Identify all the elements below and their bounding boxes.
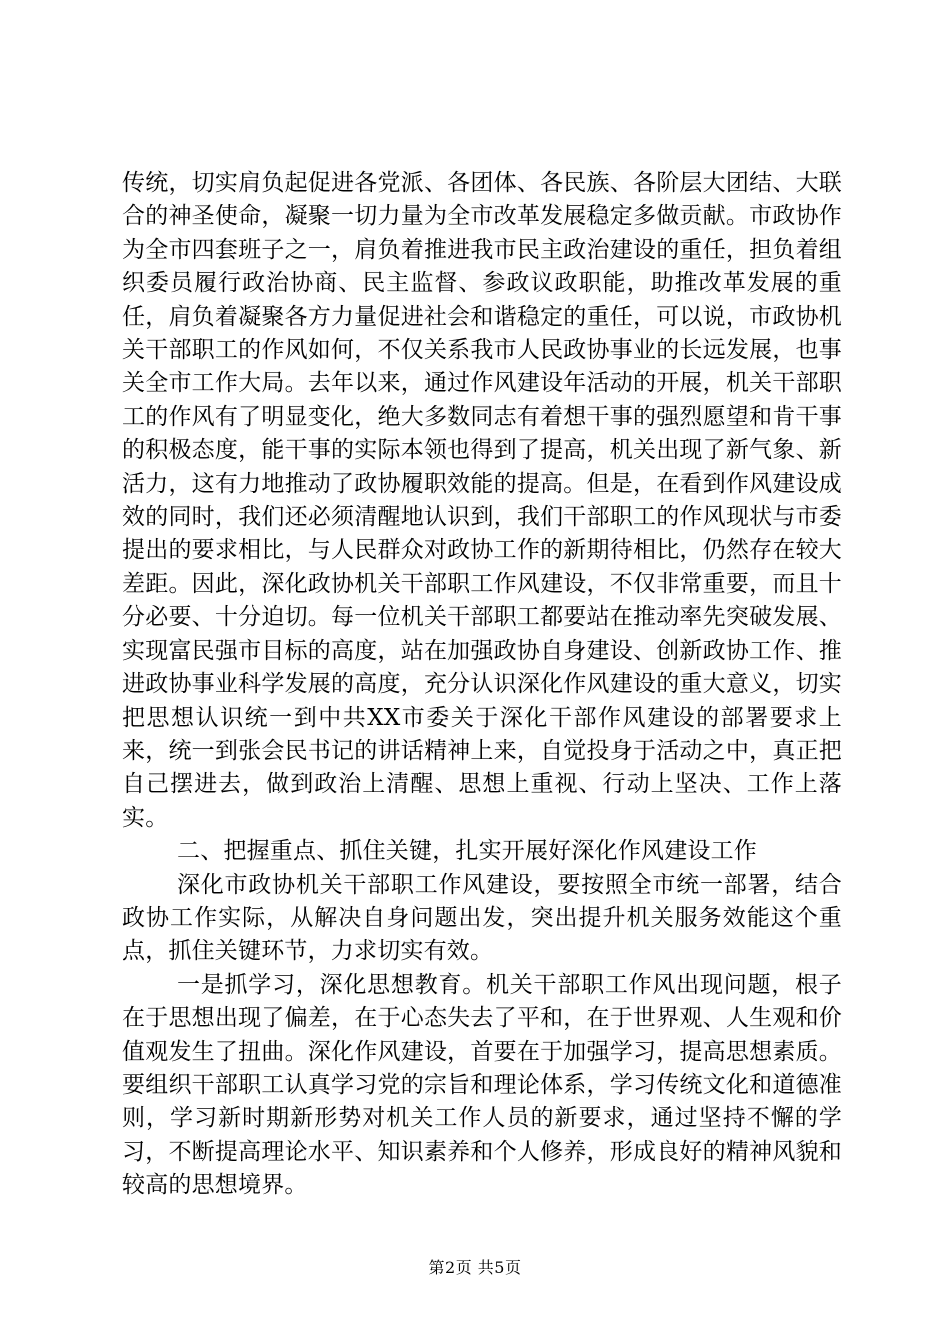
paragraph: 一是抓学习，深化思想教育。机关干部职工作风出现问题，根子在于思想出现了偏差，在于心态失去了平和，在于世界观、人生观和价值观发生了扭曲。深化作风建设，首要在于加强学习，提高思想素质。要组织干部职工认真学习党的宗旨和理论体系，学习传统文化和道德准则，学习新时期新形势对机关工作人员的新要求，通过坚持不懈的学习，不断提高理论水平、知识素养和个人修养，形成良好的精神风貌和较高的思想境界。 [122, 971, 842, 1199]
document-body [122, 167, 842, 1203]
paragraph: 传统，切实肩负起促进各党派、各团体、各民族、各阶层大团结、大联合的神圣使命，凝聚一切力量为全市改革发展稳定多做贡献。市政协作为全市四套班子之一，肩负着推进我市民主政治建设的重任，担负着组织委员履行政治协商、民主监督、参政议政职能，助推改革发展的重任，肩负着凝聚各方力量促进社会和谐稳定的重任，可以说，市政协机关干部职工的作风如何，不仅关系我市人民政协事业的长远发展，也事关全市工作大局。去年以来，通过作风建设年活动的开展，机关干部职工的作风有了明显变化，绝大多数同志有着想干事的强烈愿望和肯干事的积极态度，能干事的实际本领也得到了提高，机关出现了新气象、新活力，这有力地推动了政协履职效能的提高。但是，在看到作风建设成效的同时，我们还必须清醒地认识到，我们干部职工的作风现状与市委提出的要求相比，与人民群众对政协工作的新期待相比，仍然存在较大差距。因此，深化政协机关干部职工作风建设，不仅非常重要，而且十分必要、十分迫切。每一位机关干部职工都要站在推动率先突破发展、实现富民强市目标的高度，站在加强政协自身建设、创新政协工作、推进政协事业科学发展的高度，充分认识深化作风建设的重大意义，切实把思想认识统一到中共XX市委关于深化干部作风建设的部署要求上来，统一到张会民书记的讲话精神上来，自觉投身于活动之中，真正把自己摆进去，做到政治上清醒、思想上重视、行动上坚决、工作上落实。 [122, 170, 842, 831]
page-footer: 第2页 共5页 [428, 1258, 522, 1277]
paragraph: 深化市政协机关干部职工作风建设，要按照全市统一部署，结合政协工作实际，从解决自身问题出发，突出提升机关服务效能这个重点，抓住关键环节，力求切实有效。 [122, 871, 842, 965]
section-heading: 二、把握重点、抓住关键，扎实开展好深化作风建设工作 [177, 838, 757, 865]
